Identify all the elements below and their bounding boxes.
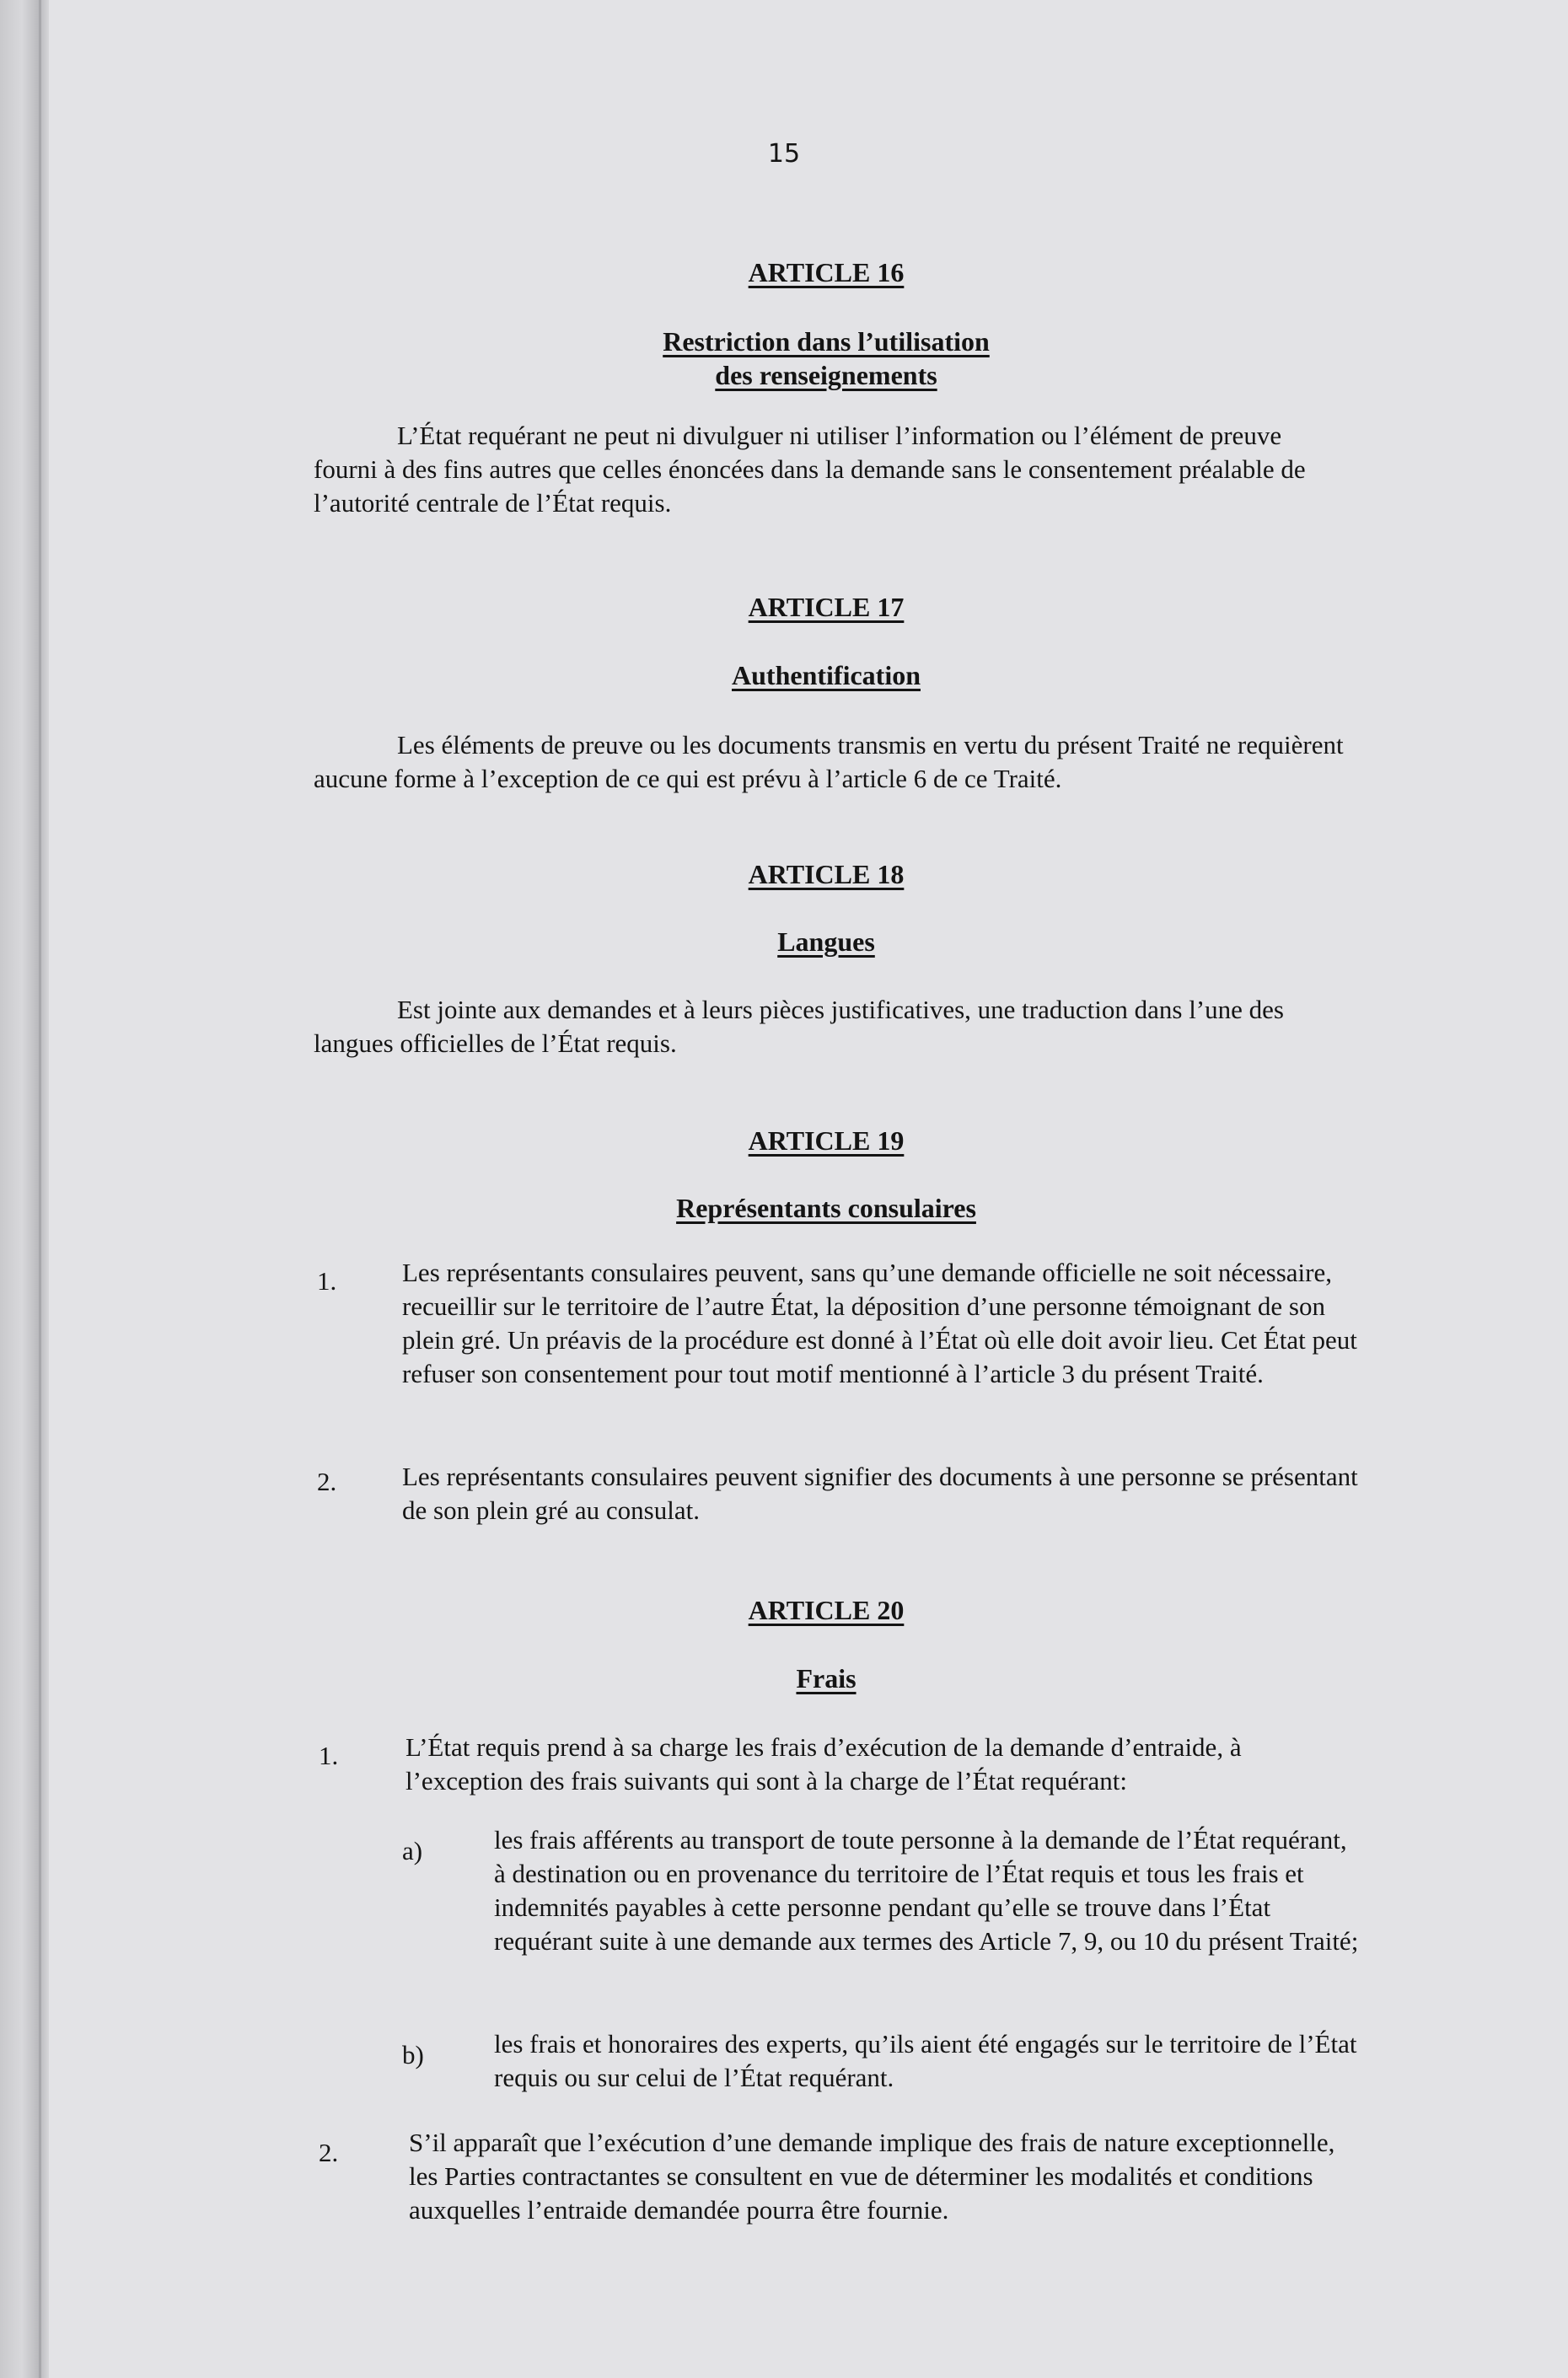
article-16-heading: ARTICLE 16: [748, 257, 905, 287]
article-20-heading: ARTICLE 20: [748, 1595, 905, 1625]
article-20-subitem-b-letter: b): [402, 2040, 424, 2069]
article-20-subheading: Frais: [796, 1663, 856, 1694]
article-20-subitem-b-text: les frais et honoraires des experts, qu’ils aient été engagés sur le territoire de l’État requis ou sur celui de l’État requérant.: [494, 2029, 1357, 2092]
article-20-subitem-a-text: les frais afférents au transport de toute personne à la demande de l’État requérant, à destination ou en provenance du territoire de l’État requis et tous les frais et indemnités payables à cette personne pendant qu’elle se trouve dans l’État requérant suite à une demande aux termes des Article 7, 9, ou 10 du présent Traité;: [494, 1825, 1359, 1956]
article-19-item-1-text: Les représentants consulaires peuvent, sans qu’une demande officielle ne soit nécessaire, recueillir sur le territoire de l’autre État, la déposition d’une personne témoignant de son plein gré. Un préavis de la procédure est donné à l’État où elle doit avoir lieu. Cet État peut refuser son consentement pour tout motif mentionné à l’article 3 du présent Traité.: [402, 1258, 1357, 1388]
article-19-item-1-number: 1.: [317, 1266, 337, 1296]
article-16-subheading-line-2: des renseignements: [715, 360, 937, 390]
binding-edge: [0, 0, 49, 2378]
article-19-item-2-text: Les représentants consulaires peuvent signifier des documents à une personne se présentant de son plein gré au consulat.: [402, 1462, 1358, 1525]
article-20-item-2-number: 2.: [319, 2138, 339, 2167]
article-19-item-2-number: 2.: [317, 1467, 337, 1496]
article-20-item-1-text: L’État requis prend à sa charge les frais d’exécution de la demande d’entraide, à l’exception des frais suivants qui sont à la charge de l’État requérant:: [405, 1732, 1242, 1796]
page-number: 15: [767, 139, 801, 169]
article-20-subitem-a-letter: a): [402, 1836, 423, 1865]
article-18-heading: ARTICLE 18: [748, 859, 905, 889]
article-17-heading: ARTICLE 17: [748, 592, 905, 622]
article-17-paragraph: Les éléments de preuve ou les documents transmis en vertu du présent Traité ne requièrent aucune forme à l’exception de ce qui est prévu à l’article 6 de ce Traité.: [314, 730, 1344, 793]
article-18-paragraph: Est jointe aux demandes et à leurs pièces justificatives, une traduction dans l’une des langues officielles de l’État requis.: [314, 995, 1284, 1058]
article-20-item-2-text: S’il apparaît que l’exécution d’une demande implique des frais de nature exceptionnelle, les Parties contractantes se consultent en vue de déterminer les modalités et conditions auxquelles l’entraide demandée pourra être fournie.: [409, 2128, 1335, 2225]
article-19-heading: ARTICLE 19: [748, 1125, 905, 1156]
article-18-subheading: Langues: [777, 926, 875, 957]
article-16-paragraph: L’État requérant ne peut ni divulguer ni utiliser l’information ou l’élément de preuve fourni à des fins autres que celles énoncées dans la demande sans le consentement préalable de l’autorité centrale de l’État requis.: [314, 421, 1306, 518]
article-16-subheading-line-1: Restriction dans l’utilisation: [663, 326, 990, 357]
binding-line: [39, 0, 41, 2378]
article-19-subheading: Représentants consulaires: [676, 1193, 976, 1223]
article-20-item-1-number: 1.: [319, 1741, 339, 1770]
article-17-subheading: Authentification: [732, 660, 921, 690]
